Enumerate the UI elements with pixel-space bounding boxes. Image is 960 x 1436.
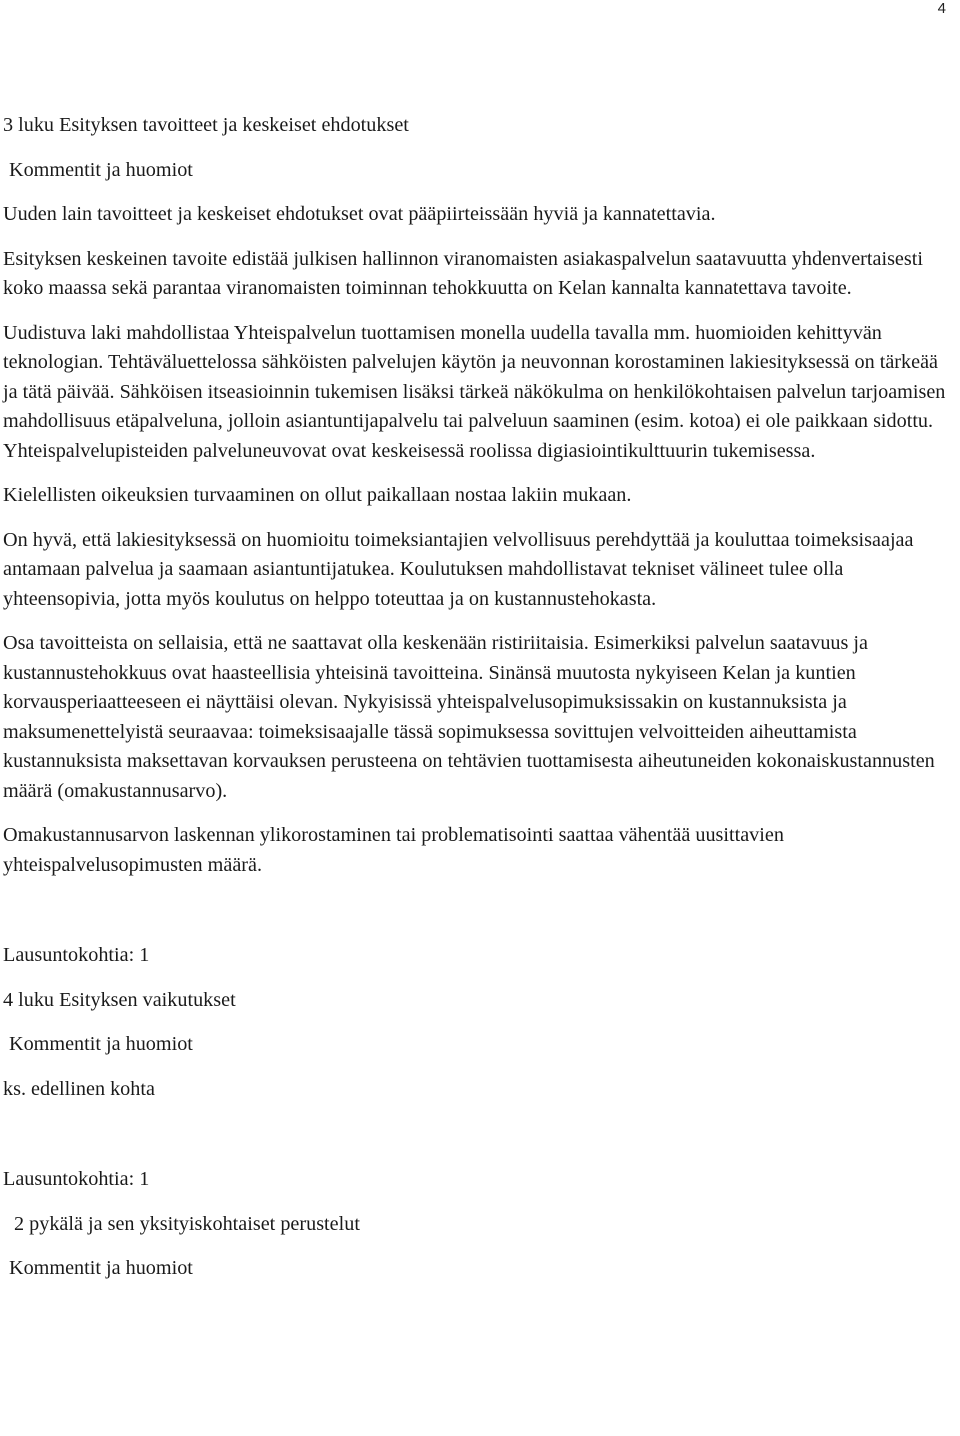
comments-label: Kommentit ja huomiot: [9, 1257, 193, 1279]
comments-label: Kommentit ja huomiot: [9, 1033, 193, 1055]
paragraph: Omakustannusarvon laskennan ylikorostaminen tai problematisointi saattaa vähentää uusittavien yhteispalvelusopimusten määrä.: [3, 824, 784, 876]
section-heading: 3 luku Esityksen tavoitteet ja keskeiset ehdotukset: [3, 114, 409, 136]
page-number: 4: [937, 0, 946, 17]
paragraph: Kielellisten oikeuksien turvaaminen on ollut paikallaan nostaa lakiin mukaan.: [3, 484, 632, 506]
paragraph: Osa tavoitteista on sellaisia, että ne saattavat olla keskenään ristiriitaisia. Esimerkiksi palvelun saatavuus ja kustannustehokkuus ovat haasteellisia yhteisinä tavoitteina. Sinänsä muutosta nykyiseen Kelan ja kuntien korvausperiaatteeseen ei näyttäisi olevan. Nykyisissä yhteispalvelusopimuksissakin on kustannuksista ja maksumenettelyistä seuraavaa: toimeksisaajalle tässä sopimuksessa sovittujen velvoitteiden aiheuttamista kustannuksista maksettavan korvauksen perusteena on tehtävien tuottamisesta aiheutuneiden kokonaiskustannusten määrä (omakustannusarvo).: [3, 632, 935, 802]
paragraph: Uuden lain tavoitteet ja keskeiset ehdotukset ovat pääpiirteissään hyviä ja kannatettavia.: [3, 203, 716, 225]
lausunto-count: Lausuntokohtia: 1: [3, 944, 150, 966]
lausunto-count: Lausuntokohtia: 1: [3, 1168, 150, 1190]
paragraph: ks. edellinen kohta: [3, 1077, 155, 1100]
comments-label: Kommentit ja huomiot: [9, 158, 193, 181]
section-heading: 2 pykälä ja sen yksityiskohtaiset perustelut: [14, 1212, 360, 1235]
paragraph: On hyvä, että lakiesityksessä on huomioitu toimeksiantajien velvollisuus perehdyttää ja kouluttaa toimeksisaajaa antamaan palvelua ja saamaan asiantuntijatukea. Koulutuksen mahdollistavat tekniset välineet tulee olla yhteensopivia, jotta myös koulutus on helppo toteuttaa ja on kustannustehokasta.: [3, 528, 914, 610]
paragraph: Uudistuva laki mahdollistaa Yhteispalvelun tuottamisen monella uudella tavalla mm. huomioiden kehittyvän teknologian. Tehtäväluettelossa sähköisten palvelujen käytön ja neuvonnan korostaminen lakiesityksessä on tärkeää ja tätä päivää. Sähköisen itseasioinnin tukemisen lisäksi tärkeä näkökulma on henkilökohtaisen palvelun tarjoamisen mahdollisuus etäpalveluna, jolloin asiantuntijapalvelu tai palveluun saaminen (esim. kotoa) ei ole paikkaan sidottu. Yhteispalvelupisteiden palveluneuvovat ovat keskeisessä roolissa digiasiointikulttuurin tukemisessa.: [3, 321, 946, 462]
section-heading: 4 luku Esityksen vaikutukset: [3, 988, 236, 1011]
document-body: [3, 111, 955, 1284]
paragraph: Esityksen keskeinen tavoite edistää julkisen hallinnon viranomaisten asiakaspalvelun saatavuutta yhdenvertaisesti koko maassa sekä parantaa viranomaisten toiminnan tehokkuutta on Kelan kannalta kannatettava tavoite.: [3, 247, 923, 299]
